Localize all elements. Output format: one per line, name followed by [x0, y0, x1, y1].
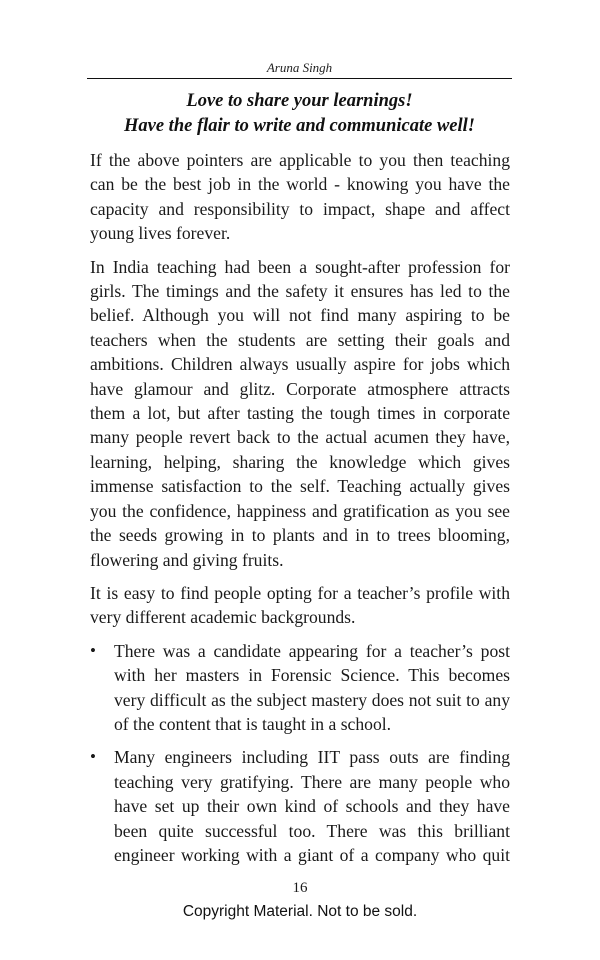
bullet-icon: •	[90, 640, 96, 660]
page-number: 16	[292, 880, 308, 896]
bullet-icon: •	[90, 747, 96, 767]
bullet-item	[90, 639, 510, 737]
paragraph: If the above pointers are applicable to you then teaching can be the best job in the world - knowing you have the capacity and responsibility to impact, shape and affect young lives forever.	[90, 150, 510, 244]
paragraph: In India teaching had been a sought-after profession for girls. The timings and the safety it ensures has led to the belief. Although you will not find many aspiring to be teachers when the students are setting their goals and ambitions. Children always usually aspire for jobs which have glamour and glitz. Corporate atmosphere attracts them a lot, but after tasting the tough times in corporate many people revert back to the actual acumen they have, learning, helping, sharing the knowledge which gives immense satisfaction to the self. Teaching actually gives you the confidence, happiness and gratification as you see the seeds growing in to plants and in to trees blooming, flowering and giving fruits.	[90, 256, 510, 570]
subtitle-line-2: Have the flair to write and communicate well!	[124, 116, 475, 136]
body-text	[90, 148, 510, 876]
bullet-text: There was a candidate appearing for a teacher’s post with her masters in Forensic Science. This becomes very difficult as the subject mastery does not suit to any of the content that is taught in a school.	[114, 640, 510, 734]
bullet-list	[90, 639, 510, 868]
running-head: Aruna Singh	[266, 60, 333, 75]
bullet-item	[90, 745, 510, 867]
header-rule	[87, 78, 512, 79]
section-subtitle	[87, 89, 512, 139]
copyright-notice: Copyright Material. Not to be sold.	[182, 903, 418, 920]
subtitle-line-1: Love to share your learnings!	[186, 91, 413, 111]
paragraph: It is easy to find people opting for a teacher’s profile with very different academic backgrounds.	[90, 582, 510, 628]
bullet-text: Many engineers including IIT pass outs are finding teaching very gratifying. There are many people who have set up their own kind of schools and they have been quite successful too. There was this brilliant engineer working with a giant of a company who quit	[114, 747, 510, 865]
